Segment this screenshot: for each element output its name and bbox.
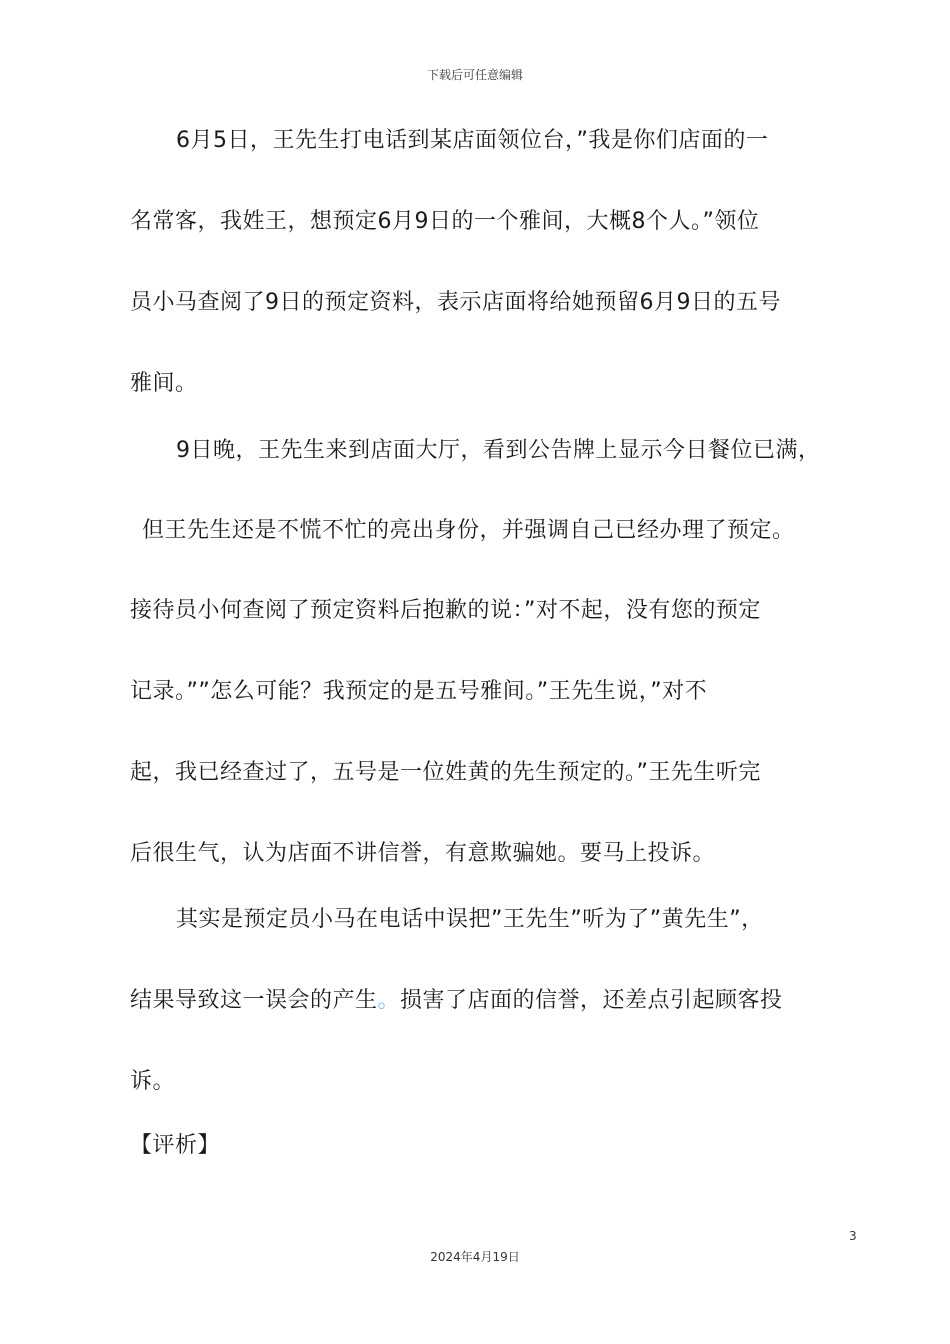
text-segment: 损害了店面的信誉，还差点引起顾客投 [400, 988, 783, 1013]
accent-period: 。 [377, 988, 401, 1013]
section-heading: 【评析】 [130, 1133, 221, 1158]
page-header: 下载后可任意编辑 [426, 68, 523, 82]
paragraph-line: 名常客，我姓王，想预定6月9日的一个雅间，大概8个人。”领位 [130, 209, 760, 234]
paragraph-line: 记录。””怎么可能？我预定的是五号雅间。”王先生说，”对不 [130, 679, 708, 704]
paragraph-line: 6月5日，王先生打电话到某店面领位台，”我是你们店面的一 [176, 128, 769, 153]
paragraph-line: 接待员小何查阅了预定资料后抱歉的说：”对不起，没有您的预定 [130, 598, 761, 623]
paragraph-line: 9日晚，王先生来到店面大厅，看到公告牌上显示今日餐位已满， [176, 438, 821, 463]
paragraph-line [130, 986, 783, 1016]
paragraph-line: 员小马查阅了9日的预定资料，表示店面将给她预留6月9日的五号 [130, 290, 781, 315]
paragraph-line: 后很生气，认为店面不讲信誉，有意欺骗她。要马上投诉。 [130, 841, 716, 866]
page-footer-date: 2024年4月19日 [430, 1250, 520, 1264]
text-segment: 结果导致这一误会的产生 [130, 988, 378, 1013]
page-number: 3 [849, 1229, 857, 1243]
paragraph-line: 但王先生还是不慌不忙的亮出身份，并强调自己已经办理了预定。 [142, 518, 795, 543]
paragraph-line: 起，我已经查过了，五号是一位姓黄的先生预定的。”王先生听完 [130, 760, 761, 785]
paragraph-line: 雅间。 [130, 371, 198, 396]
paragraph-line: 其实是预定员小马在电话中误把”王先生”听为了”黄先生”， [176, 907, 764, 932]
paragraph-line: 诉。 [130, 1069, 176, 1094]
